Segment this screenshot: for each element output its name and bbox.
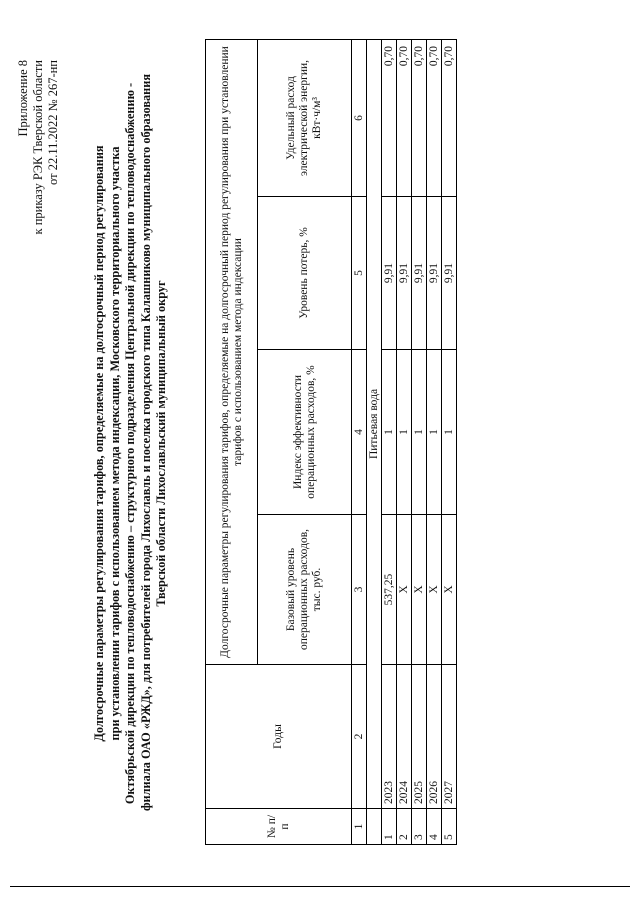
title-line-3: Октябрьской дирекции по тепловодоснабжению – структурного подразделения Центральной дирекции по тепловодоснабжению -	[123, 82, 137, 805]
header-no: № п/п	[206, 809, 352, 845]
table-row	[382, 39, 397, 844]
colnum-1: 1	[352, 809, 367, 845]
cell-spec: 0,70	[427, 39, 442, 196]
cell-year: 2026	[427, 665, 442, 809]
section-empty	[367, 809, 382, 845]
cell-base: Х	[412, 515, 427, 665]
cell-loss: 9,91	[442, 197, 457, 350]
cell-no: 4	[427, 809, 442, 845]
title-line-4: филиала ОАО «РЖД», для потребителей города Лихославль и поселка городского типа Калашниково муниципального образования	[138, 74, 153, 811]
header-row-1	[206, 39, 258, 844]
table-row	[397, 39, 412, 844]
header-specific-consumption: Удельный расход электрической энергии, кВт·ч/м³	[258, 39, 352, 196]
header-base-level: Базовый уровень операционных расходов, тыс. руб.	[258, 515, 352, 665]
section-title: Питьевая вода	[367, 39, 382, 808]
cell-index: 1	[427, 350, 442, 515]
cell-index: 1	[412, 350, 427, 515]
cell-no: 3	[412, 809, 427, 845]
cell-no: 5	[442, 809, 457, 845]
title-line-5: Тверской области Лихославльский муниципальный округ	[154, 280, 168, 607]
appendix-line-2: к приказу РЭК Тверской области	[31, 60, 45, 235]
colnum-4: 4	[352, 350, 367, 515]
title-line-2: при установлении тарифов с использованием метода индексации, Московского территориального участка	[107, 146, 122, 741]
cell-no: 2	[397, 809, 412, 845]
cell-loss: 9,91	[412, 197, 427, 350]
cell-year: 2023	[382, 665, 397, 809]
header-efficiency-index: Индекс эффективности операционных расходов, %	[258, 350, 352, 515]
cell-loss: 9,91	[397, 197, 412, 350]
cell-year: 2024	[397, 665, 412, 809]
title-line-1: Долгосрочные параметры регулирования тарифов, определяемые на долгосрочный период регулирования	[92, 145, 106, 742]
cell-base: Х	[397, 515, 412, 665]
cell-loss: 9,91	[382, 197, 397, 350]
header-loss-level: Уровень потерь, %	[258, 197, 352, 350]
colnum-3: 3	[352, 515, 367, 665]
rotated-content	[10, 36, 480, 851]
header-group: Долгосрочные параметры регулирования тарифов, определяемые на долгосрочный период регулирования при установлении тарифов с использованием метода индексации	[206, 39, 258, 664]
cell-index: 1	[442, 350, 457, 515]
appendix-note	[16, 60, 61, 380]
cell-spec: 0,70	[442, 39, 457, 196]
page-bottom-rule	[10, 886, 630, 887]
column-numbers-row	[352, 39, 367, 844]
cell-spec: 0,70	[382, 39, 397, 196]
table-row	[427, 39, 442, 844]
colnum-6: 6	[352, 39, 367, 196]
header-years: Годы	[206, 665, 352, 809]
cell-index: 1	[382, 350, 397, 515]
cell-no: 1	[382, 809, 397, 845]
appendix-line-1: Приложение 8	[16, 60, 30, 137]
cell-year: 2025	[412, 665, 427, 809]
cell-loss: 9,91	[427, 197, 442, 350]
cell-spec: 0,70	[412, 39, 427, 196]
table-row	[442, 39, 457, 844]
document-title	[92, 76, 170, 811]
appendix-line-3: от 22.11.2022 № 267-нп	[46, 60, 60, 185]
section-row	[367, 39, 382, 844]
table-row	[412, 39, 427, 844]
colnum-5: 5	[352, 197, 367, 350]
cell-spec: 0,70	[397, 39, 412, 196]
parameters-table	[205, 39, 457, 845]
cell-base: Х	[442, 515, 457, 665]
cell-base: Х	[427, 515, 442, 665]
colnum-2: 2	[352, 665, 367, 809]
cell-year: 2027	[442, 665, 457, 809]
cell-base: 537,25	[382, 515, 397, 665]
cell-index: 1	[397, 350, 412, 515]
